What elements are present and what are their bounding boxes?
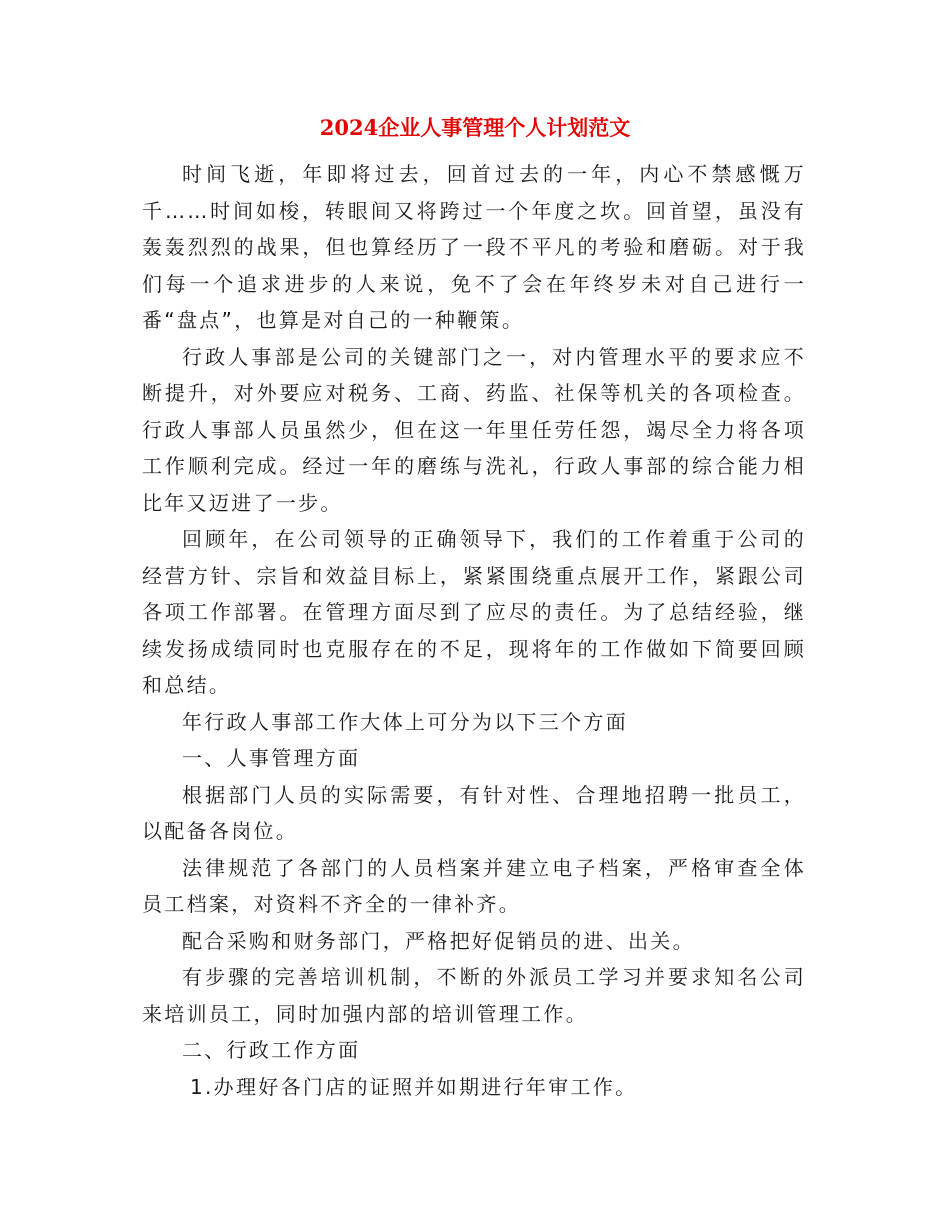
paragraph-intro: 时间飞逝，年即将过去，回首过去的一年，内心不禁感慨万千……时间如梭，转眼间又将跨过一个年度之坎。回首望，虽没有轰轰烈烈的战果，但也算经历了一段不平凡的考验和磨砺。对于我们每一个追求进步的人来说，免不了会在年终岁未对自己进行一番“盘点”，也算是对自己的一种鞭策。 — [142, 162, 806, 332]
section-heading-hr: 一、人事管理方面 — [182, 746, 361, 770]
document-body — [142, 156, 806, 1105]
paragraph-overview: 年行政人事部工作大体上可分为以下三个方面 — [182, 709, 628, 734]
paragraph-review: 回顾年，在公司领导的正确领导下，我们的工作着重于公司的经营方针、宗旨和效益目标上，紧紧围绕重点展开工作，紧跟公司各项工作部署。在管理方面尽到了应尽的责任。为了总结经验，继续发扬成绩同时也克服存在的不足，现将年的工作做如下简要回顾和总结。 — [142, 527, 806, 697]
paragraph-training: 有步骤的完善培训机制，不断的外派员工学习并要求知名公司来培训员工，同时加强内部的培训管理工作。 — [142, 965, 806, 1026]
section-heading-admin: 二、行政工作方面 — [182, 1038, 361, 1062]
paragraph-recruit: 根据部门人员的实际需要，有针对性、合理地招聘一批员工，以配备各岗位。 — [142, 782, 806, 843]
list-item-licenses: 1.办理好各门店的证照并如期进行年审工作。 — [190, 1074, 638, 1099]
paragraph-procurement: 配合采购和财务部门，严格把好促销员的进、出关。 — [182, 928, 695, 953]
paragraph-department: 行政人事部是公司的关键部门之一，对内管理水平的要求应不断提升，对外要应对税务、工商、药监、社保等机关的各项检查。行政人事部人员虽然少，但在这一年里任劳任怨，竭尽全力将各项工作顺利完成。经过一年的磨练与洗礼，行政人事部的综合能力相比年又迈进了一步。 — [142, 344, 806, 515]
document-title: 2024企业人事管理个人计划范文 — [319, 115, 631, 140]
paragraph-archives: 法律规范了各部门的人员档案并建立电子档案，严格审查全体员工档案，对资料不齐全的一律补齐。 — [142, 855, 806, 916]
